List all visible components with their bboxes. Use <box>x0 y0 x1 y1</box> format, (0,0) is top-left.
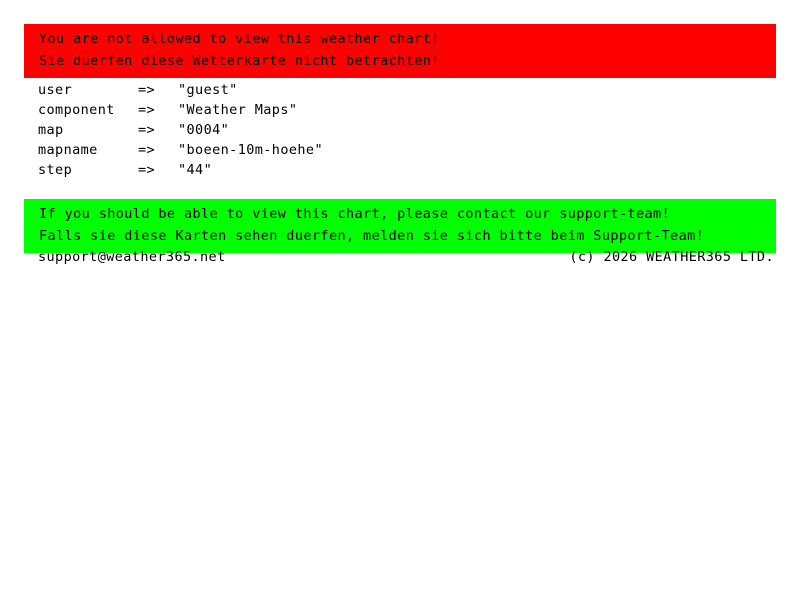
param-key: mapname <box>38 142 98 158</box>
param-key: component <box>38 102 115 118</box>
support-banner-line-en: If you should be able to view this chart, please contact our support-team! <box>39 206 671 222</box>
support-email-link[interactable]: support@weather365.net <box>38 249 226 265</box>
table-row <box>38 160 323 180</box>
table-row <box>38 140 323 160</box>
param-arrow: => <box>138 162 156 178</box>
support-banner-line-de: Falls sie diese Karten sehen duerfen, melden sie sich bitte beim Support-Team! <box>39 228 705 244</box>
parameter-table <box>38 80 323 180</box>
table-row <box>38 100 323 120</box>
param-arrow: => <box>138 142 156 158</box>
param-value: "boeen-10m-hoehe" <box>178 142 323 158</box>
param-arrow: => <box>138 122 156 138</box>
param-key: step <box>38 162 73 178</box>
param-value: "Weather Maps" <box>178 102 298 118</box>
support-banner <box>24 199 776 253</box>
error-banner-line-de: Sie duerfen diese Wetterkarte nicht betrachten! <box>39 53 440 69</box>
param-arrow: => <box>138 102 156 118</box>
param-value: "0004" <box>178 122 230 138</box>
param-key: user <box>38 82 73 98</box>
copyright-text: (c) 2026 WEATHER365 LTD. <box>569 249 774 265</box>
table-row <box>38 120 323 140</box>
footer <box>38 249 776 265</box>
param-arrow: => <box>138 82 156 98</box>
table-row <box>38 80 323 100</box>
error-banner-line-en: You are not allowed to view this weather chart! <box>39 31 440 47</box>
param-value: "guest" <box>178 82 238 98</box>
param-key: map <box>38 122 64 138</box>
param-value: "44" <box>178 162 213 178</box>
error-banner <box>24 24 776 78</box>
